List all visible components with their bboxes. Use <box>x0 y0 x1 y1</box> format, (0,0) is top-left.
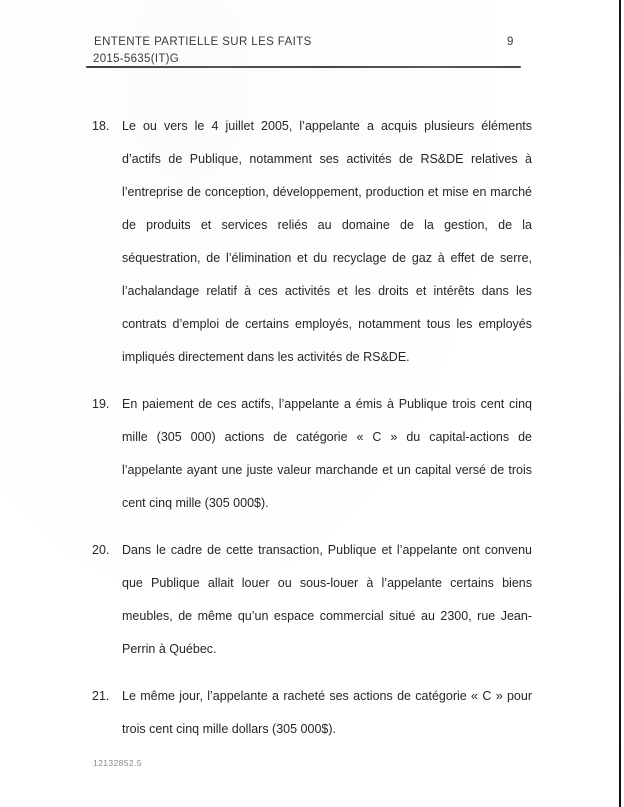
header-rule <box>86 66 521 68</box>
page-number: 9 <box>507 36 514 48</box>
paragraph-text: En paiement de ces actifs, l’appelante a émis à Publique trois cent cinq mille (305 000) actions de catégorie « C » du capital-actions de l’appelante ayant une juste valeur marchande et un capital versé de trois cent cinq mille (305 000$). <box>122 397 532 510</box>
document-body <box>92 110 532 760</box>
paragraph-number: 20. <box>92 543 110 557</box>
paragraph-number: 19. <box>92 397 110 411</box>
scan-artifact-line <box>619 0 621 807</box>
paragraph-number: 18. <box>92 119 110 133</box>
paragraph-number: 21. <box>92 689 110 703</box>
docket-number: 2015-5635(IT)G <box>93 53 180 65</box>
paragraph-text: Le même jour, l’appelante a racheté ses actions de catégorie « C » pour trois cent cinq mille dollars (305 000$). <box>122 689 532 736</box>
paragraph-text: Dans le cadre de cette transaction, Publique et l’appelante ont convenu que Publique allait louer ou sous-louer à l’appelante certains biens meubles, de même qu’un espace commercial situé au 2300, rue Jean-Perrin à Québec. <box>122 543 532 656</box>
document-title: ENTENTE PARTIELLE SUR LES FAITS <box>94 36 312 48</box>
paragraph-18 <box>92 110 532 374</box>
paragraph-text: Le ou vers le 4 juillet 2005, l’appelante a acquis plusieurs éléments d’actifs de Publique, notamment ses activités de RS&DE relatives à l’entreprise de conception, développement, production et mise en marché de produits et services reliés au domaine de la gestion, de la séquestration, de l’élimination et du recyclage de gaz à effet de serre, l’achalandage relatif à ces activités et les droits et intérêts dans les contrats d’emploi de certains employés, notamment tous les employés impliqués directement dans les activités de RS&DE. <box>122 119 532 364</box>
paragraph-19 <box>92 388 532 520</box>
paragraph-20 <box>92 534 532 666</box>
paragraph-21 <box>92 680 532 746</box>
document-id-footer: 12132852.5 <box>93 758 142 768</box>
